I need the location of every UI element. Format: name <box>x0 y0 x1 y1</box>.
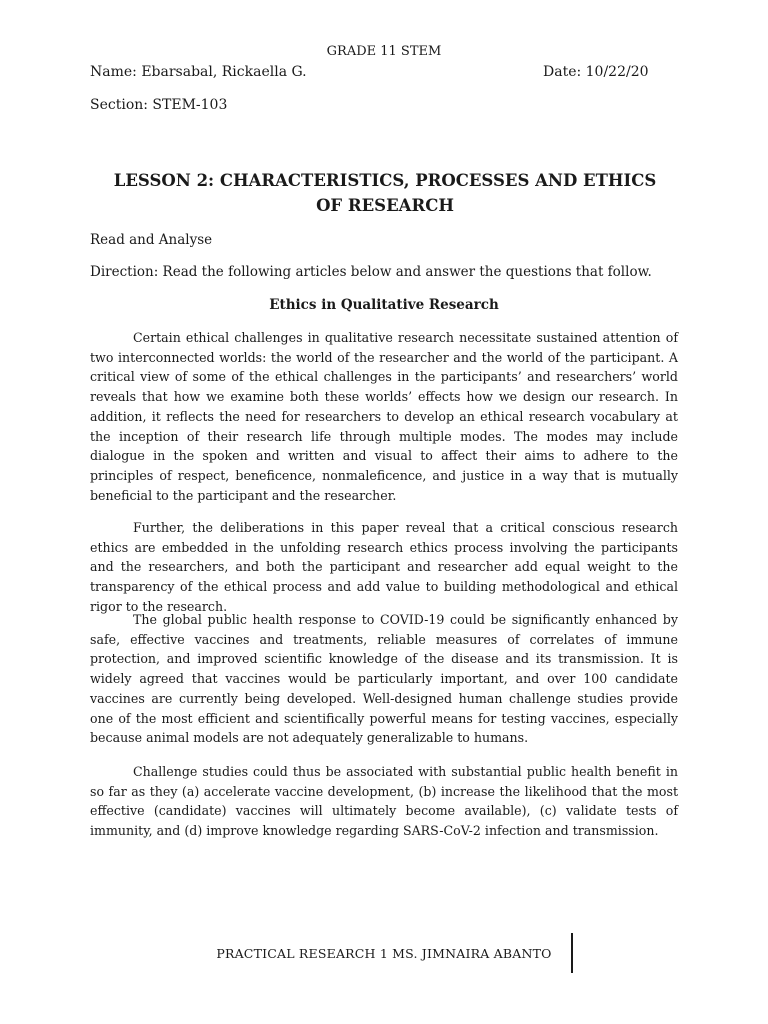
article-paragraph-4: Challenge studies could thus be associated with substantial public health benefit in so far as they (a) accelerate vaccine development, (b) increase the likelihood that the most effective (candidate) vaccines will ultimately become available), (c) validate tests of immunity, and (d) improve knowledge regarding SARS-CoV-2 infection and transmission. <box>90 764 678 839</box>
article-title: Ethics in Qualitative Research <box>269 297 499 313</box>
student-name: Name: Ebarsabal, Rickaella G. <box>90 64 307 80</box>
article-paragraph-1: Certain ethical challenges in qualitative research necessitate sustained attention of two interconnected worlds: the world of the researcher and the world of the participant. A critical view of some of the ethical challenges in the participants’ and researchers’ world reveals that how we examine both these worlds’ effects how we design our research. In addition, it reflects the need for researchers to develop an ethical research vocabulary at the inception of their research life through multiple modes. The modes may include dialogue in the spoken and written and visual to affect their aims to adhere to the principles of respect, beneficence, nonmaleficence, and justice in a way that is mutually beneficial to the participant and the researcher. <box>90 330 678 503</box>
page-footer: PRACTICAL RESEARCH 1 MS. JIMNAIRA ABANTO <box>216 946 552 961</box>
article-paragraph-2: Further, the deliberations in this paper reveal that a critical conscious research ethics are embedded in the unfolding research ethics process involving the participants and the researchers, and both the participant and researcher add equal weight to the transparency of the ethical process and add value to building methodological and ethical rigor to the research. <box>90 520 678 614</box>
grade-label: GRADE 11 STEM <box>326 44 442 59</box>
submission-date: Date: 10/22/20 <box>543 64 649 80</box>
footer-divider <box>571 933 573 973</box>
student-section: Section: STEM-103 <box>90 97 228 113</box>
lesson-title: LESSON 2: CHARACTERISTICS, PROCESSES AND ETHICS OF RESEARCH <box>113 171 657 215</box>
direction-instruction: Direction: Read the following articles below and answer the questions that follow. <box>90 264 652 280</box>
read-instruction: Read and Analyse <box>90 232 213 248</box>
article-paragraph-3: The global public health response to COVID-19 could be significantly enhanced by safe, effective vaccines and treatments, reliable measures of correlates of immune protection, and improved scientific knowledge of the disease and its transmission. It is widely agreed that vaccines would be particularly important, and over 100 candidate vaccines are currently being developed. Well-designed human challenge studies provide one of the most efficient and scientifically powerful means for testing vaccines, especially because animal models are not adequately generalizable to humans. <box>90 612 678 746</box>
